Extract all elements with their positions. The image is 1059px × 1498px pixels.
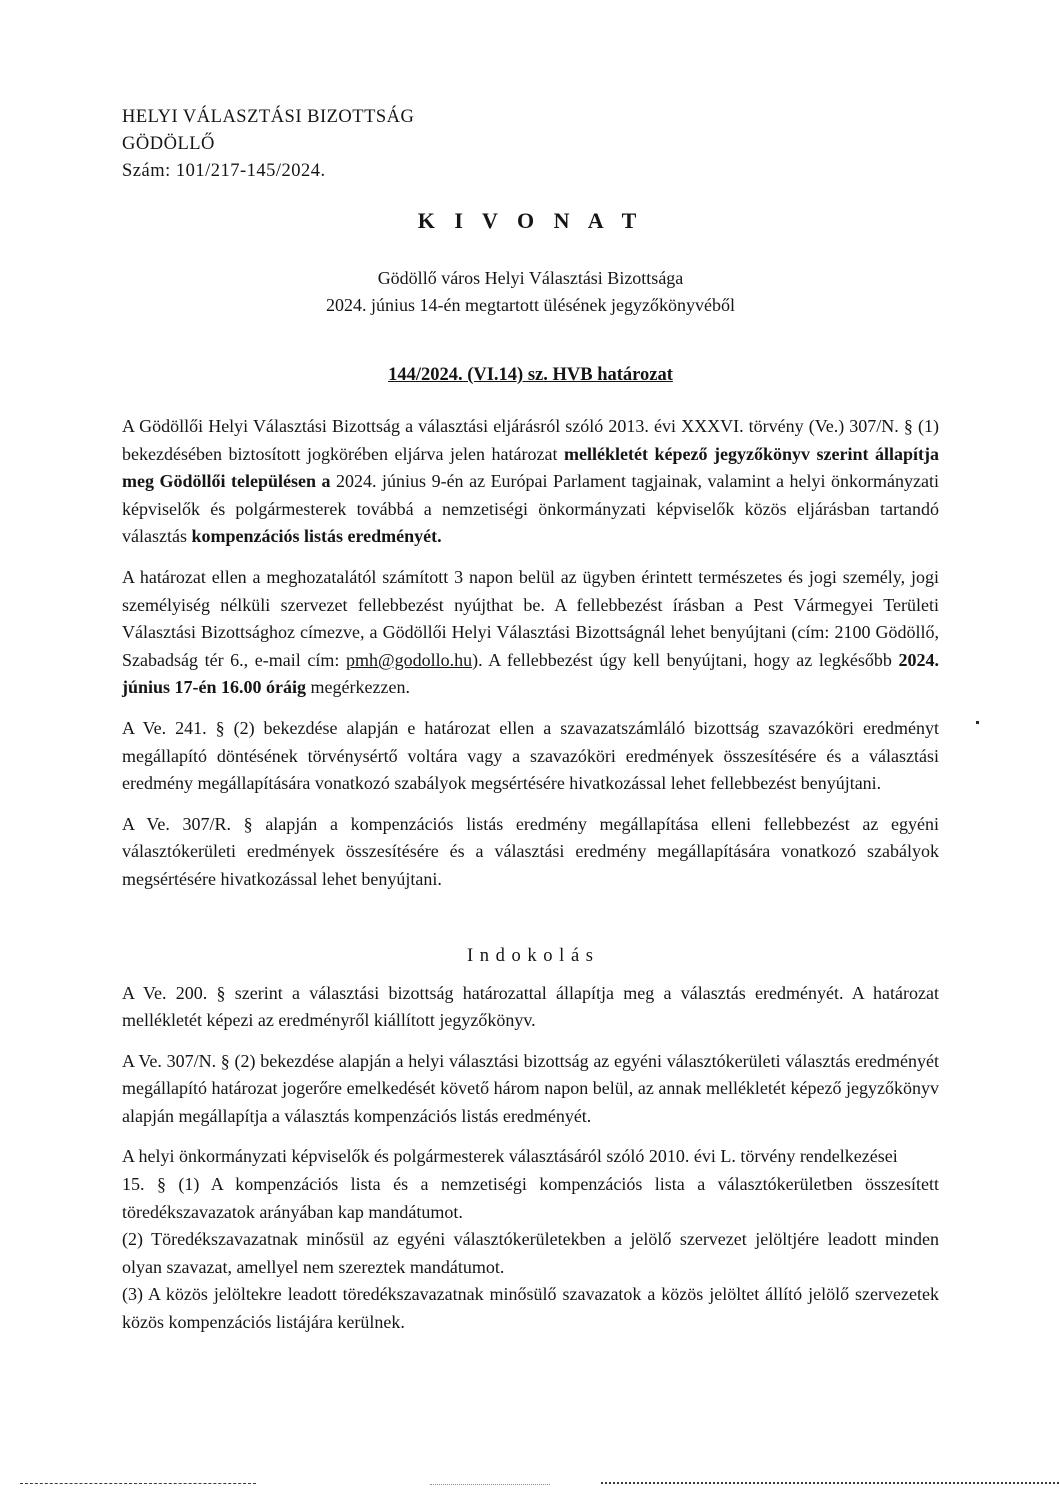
text-segment: megérkezzen. [306, 677, 410, 698]
text-segment: mellékletét képező jegyzőkönyv szerint állapítja meg Gödöllői településen a [122, 443, 940, 492]
text-segment: A helyi önkormányzati képviselők és polgármesterek választásáról szóló 2010. évi L. törvény rendelkezései [122, 1146, 898, 1167]
scan-artifact-line-right [601, 1482, 1059, 1484]
scan-speck [976, 721, 979, 724]
ve-307r-paragraph [122, 811, 939, 894]
ve-307n-paragraph [122, 1048, 939, 1131]
text-segment: (3) A közös jelöltekre leadott töredékszavazatnak minősülő szavazatok a közös jelöltet állító jelölő szervezetek közös kompenzációs listájára kerülnek. [122, 1284, 939, 1333]
text-segment: A határozat ellen a meghozatalától számított 3 napon belül az ügyben érintett természetes és jogi személy, jogi személyiség nélküli szervezet fellebbezést nyújthat be. A fellebbezést írásban a Pest Vármegyei Területi Választási Bizottsághoz címezve, a Gödöllői Helyi Választási Bizottságnál lehet benyújtani (cím: 2100 Gödöllő, Szabadság tér 6., e-mail cím: [122, 566, 939, 670]
header-city: GÖDÖLLŐ [122, 134, 215, 154]
text-segment: 2024. június 9-én az Európai Parlament tagjainak, valamint a helyi önkormányzati képviselők és polgármesterek továbbá a nemzetiségi önkormányzati képviselők közös eljárásban tartandó választás [122, 471, 939, 547]
text-segment: kompenzációs listás eredményét. [191, 526, 442, 547]
section-15-3-paragraph [122, 1281, 939, 1336]
text-segment: (2) Töredékszavazatnak minősül az egyéni választókerületekben a jelölő szervezet jelöltjére leadott minden olyan szavazat, amellyel nem szereztek mandátumot. [122, 1229, 939, 1277]
subtitle-committee: Gödöllő város Helyi Választási Bizottsága [377, 268, 684, 288]
justification-body [122, 980, 939, 1337]
document-title: K I V O N A T [417, 208, 644, 233]
appeal-paragraph [122, 564, 939, 702]
law-2010-paragraph [122, 1143, 939, 1171]
text-segment: A Ve. 200. § szerint a választási bizottság határozattal állapítja meg a választás eredményét. A határozat mellékletét képezi az eredményről kiállított jegyzőkönyv. [122, 982, 939, 1031]
section-heading-indokolas: I n d o k o l á s [467, 945, 594, 966]
text-segment: A Ve. 307/N. § (2) bekezdése alapján a helyi választási bizottság az egyéni választókerületi választás eredményét megállapító határozat jogerőre emelkedését követő három napon belül, az annak mellékletét képező jegyzőkönyv alapján megállapítja a választás kompenzációs listás eredményét. [122, 1050, 939, 1126]
text-segment: A Ve. 241. § (2) bekezdése alapján e határozat ellen a szavazatszámláló bizottság szavazóköri eredményt megállapító döntésének törvénysértő voltára vagy a szavazóköri eredmények összesítésére és a választási eredmény megállapítására vonatkozó szabályok megsértésére hivatkozással lehet fellebbezést benyújtani. [122, 717, 939, 794]
scan-artifact-line-middle [430, 1484, 550, 1485]
header-organization: HELYI VÁLASZTÁSI BIZOTTSÁG [122, 107, 415, 127]
subtitle-block [122, 265, 939, 319]
text-segment: ). A fellebbezést úgy kell benyújtani, hogy az legkésőbb [472, 649, 899, 670]
section-15-1-paragraph [122, 1171, 939, 1226]
ve-200-paragraph [122, 980, 939, 1035]
text-segment: A Gödöllői Helyi Választási Bizottság a választási eljárásról szóló 2013. évi XXXVI. törvény (Ve.) 307/N. § (1) bekezdésében biztosított jogkörében eljárva jelen határozat [122, 416, 939, 464]
resolution-body [122, 413, 939, 894]
ve-241-paragraph [122, 715, 939, 798]
header-document-number: Szám: 101/217-145/2024. [122, 161, 326, 181]
document-content [122, 104, 939, 1337]
section-15-2-paragraph [122, 1226, 939, 1281]
text-segment: 15. § (1) A kompenzációs lista és a nemzetiségi kompenzációs lista a választókerületben összesített töredékszavazatok arányában kap mandátumot. [122, 1174, 939, 1222]
decision-heading: 144/2024. (VI.14) sz. HVB határozat [388, 365, 673, 385]
email-text: pmh@godollo.hu [346, 649, 473, 670]
subtitle-session: 2024. június 14-én megtartott ülésének jegyzőkönyvéből [326, 295, 735, 315]
text-segment: 2024. június 17-én 16.00 óráig [122, 649, 939, 698]
scan-artifact-line-left [20, 1483, 256, 1484]
text-segment: A Ve. 307/R. § alapján a kompenzációs listás eredmény megállapítása elleni fellebbezést az egyéni választókerületi eredmények összesítésére és a választási eredmény megállapítására vonatkozó szabályok megsértésére hivatkozással lehet benyújtani. [122, 813, 939, 889]
intro-paragraph [122, 413, 939, 551]
